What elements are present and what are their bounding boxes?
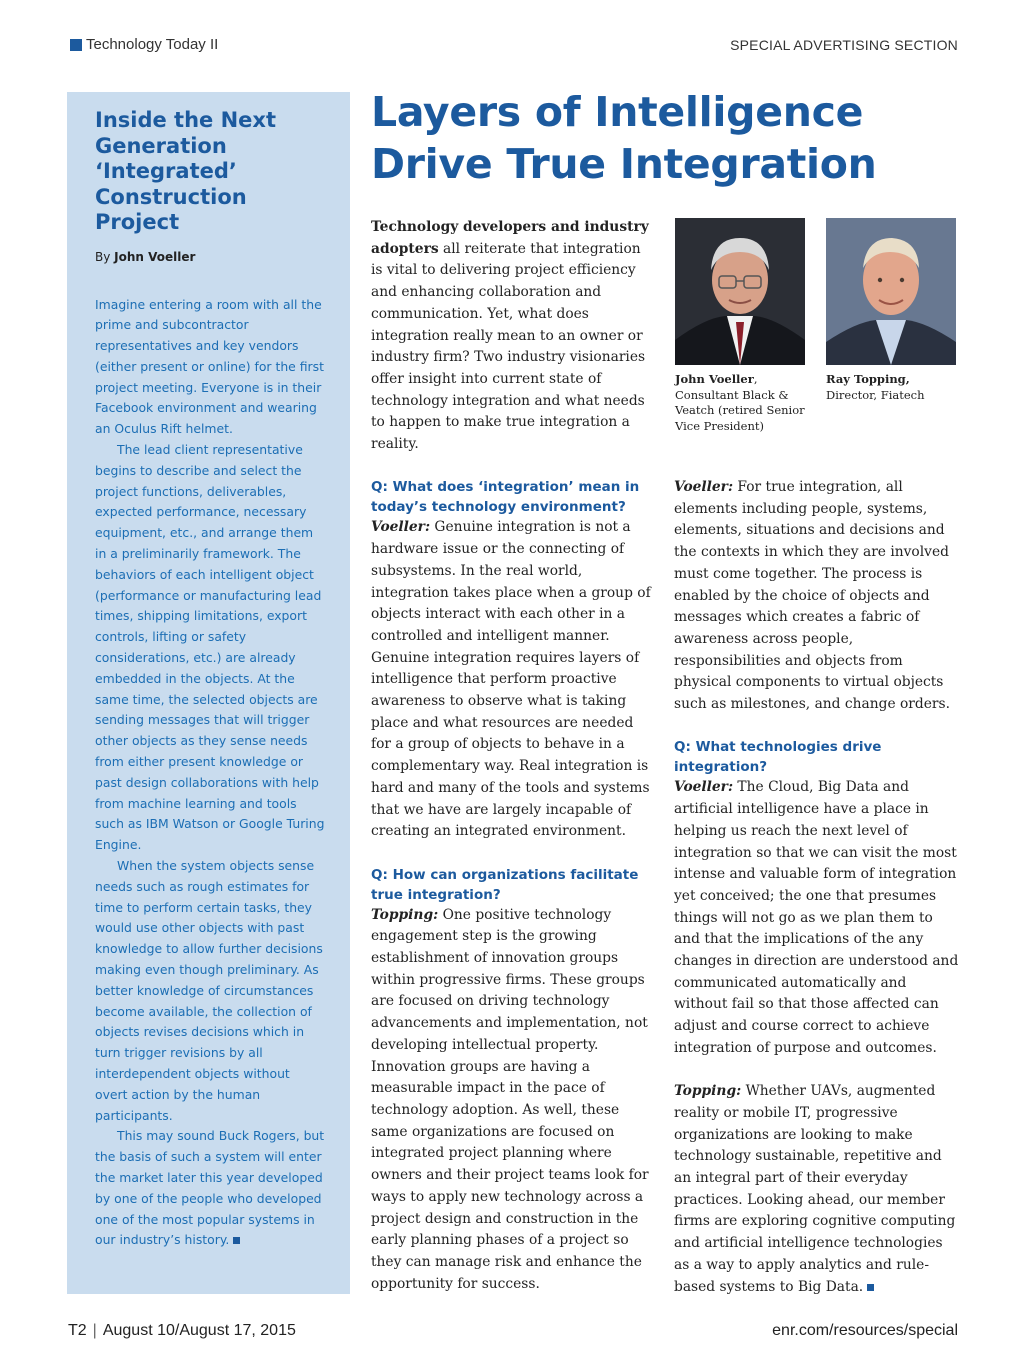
sidebar-title: Inside the Next Generation ‘Integrated’ Construction Project <box>95 108 276 234</box>
speaker-label: Topping: <box>674 1083 742 1100</box>
voeller-caption: John Voeller, Consultant Black & Veatch (retired Senior Vice President) <box>675 372 805 433</box>
voeller-portrait <box>675 218 805 365</box>
speaker-label: Topping: <box>371 906 439 923</box>
footer-separator: | <box>92 1322 97 1339</box>
speaker-label: Voeller: <box>674 479 734 495</box>
answer-text: One positive technology engagement step is the growing establishment of innovation groups within progressive firms. These groups are focused on driving technology advancements and implementation, not developing intellectual property. Innovation groups are having a measurable impact in the pace of technology adoption. As well, these same organizations are focused on integrated project planning where owners and their project teams look for ways to apply new technology across a project design and construction in the early planning phases of a project so they can manage risk and enhance the opportunity for success. <box>371 906 649 1292</box>
topping-portrait <box>826 218 956 365</box>
answer-2 <box>371 905 656 1296</box>
issue-date: August 10/August 17, 2015 <box>102 1322 296 1339</box>
question-2: Q: How can organizations facilitate true integration? <box>371 866 639 903</box>
caption-name: Ray Topping <box>826 372 906 386</box>
answer-text: Genuine integration is not a hardware issue or the connecting of subsystems. In the real world, integration takes place when a group of objects interact with each other in a controlled and intelligent manner. Genuine integration requires layers of intelligence that perform proactive awareness to observe what is taking place and what resources are needed for a group of objects to behave in a complementary way. Real integration is hard and many of the tools and systems that we have are largely incapable of creating an integrated environment. <box>371 519 651 840</box>
topping-caption: Ray Topping, Director, Fiatech <box>826 372 925 402</box>
question-3: Q: What technologies drive integration? <box>674 739 882 776</box>
answer-text: Whether UAVs, augmented reality or mobile IT, progressive organizations are looking to make technology sustainable, repetitive and an integral part of their everyday practices. Looking ahead, our member firms are exploring cognitive computing and artificial intelligence technologies as a way to apply analytics and rule-based systems to Big Data. <box>674 1083 956 1295</box>
advertising-label: SPECIAL ADVERTISING SECTION <box>730 37 958 53</box>
article-title: Layers of Intelligence Drive True Integration <box>371 88 877 188</box>
answer-2b <box>674 477 960 716</box>
section-header <box>70 36 218 53</box>
page-number: T2 <box>68 1322 87 1339</box>
answer-text: For true integration, all elements including people, systems, elements, situations and decisions and the contexts in which they are involved must come together. The process is enabled by the choice of objects and messages which creates a fabric of awareness across people, responsibilities and objects from physical components to virtual objects such as milestones, and change orders. <box>674 479 950 713</box>
voeller-portrait-image <box>675 218 805 365</box>
sidebar-paragraph: Imagine entering a room with all the prime and subcontractor representatives and key vendors (either present or online) for the first project meeting. Everyone is in their Facebook environment and wearing an Oculus Rift helmet. <box>95 296 324 437</box>
question-1: Q: What does ‘integration’ mean in today’s technology environment? <box>371 479 640 516</box>
intro-paragraph <box>371 217 656 456</box>
sidebar-byline <box>95 250 326 264</box>
end-mark-icon <box>867 1284 874 1291</box>
article-column-right <box>674 477 960 1298</box>
sidebar-paragraph: The lead client representative begins to describe and select the project functions, deliverables, expected performance, necessary equipment, etc., and arrange them in a preliminarily framework. The behaviors of each intelligent object (performance or manufacturing lead times, shipping limitations, export controls, lifting or safety considerations, etc.) are already embedded in the objects. At the same time, the selected objects are sending messages that will trigger other objects as they sense needs from either present knowledge or past design collaborations with help from machine learning and tools such as IBM Watson or Google Turing Engine. <box>95 442 325 853</box>
page-footer-left <box>68 1322 296 1340</box>
section-marker-icon <box>70 39 82 51</box>
sidebar-box <box>67 92 350 1294</box>
answer-text: The Cloud, Big Data and artificial intelligence have a place in helping us reach the next level of integration so that we can visit the most intense and valuable form of integration yet conceived; the one that presumes things will not go as we plan them to and that the implications of the any changes in direction are understood and communicated automatically and without fail so that those affected can adjust and course correct to achieve integration of purpose and outcomes. <box>674 779 959 1056</box>
sidebar-paragraph: When the system objects sense needs such as rough estimates for time to perform certain tasks, they would use other objects with past knowledge to allow further decisions making even though preliminary. As better knowledge of circumstances become available, the collection of objects revises decisions which in turn trigger revisions by all interdependent objects without overt action by the human participants. <box>95 858 323 1123</box>
sidebar-body <box>95 295 326 1252</box>
topping-portrait-image <box>826 218 956 365</box>
section-name: Technology Today II <box>86 36 219 53</box>
intro-lead: Technology developers and industry adopters <box>371 219 649 257</box>
byline-prefix: By <box>95 249 111 264</box>
byline-author: John Voeller <box>114 249 196 264</box>
speaker-label: Voeller: <box>674 779 734 796</box>
answer-3b <box>674 1081 960 1298</box>
sidebar-paragraph-text: This may sound Buck Rogers, but the basis of such a system will enter the market later this year developed by one of the people who developed one of the most popular systems in our industry’s history. <box>95 1128 325 1248</box>
article-column-middle <box>371 217 656 1295</box>
caption-role: Director, Fiatech <box>826 387 925 402</box>
sidebar-paragraph-last <box>95 1126 326 1251</box>
caption-role: Consultant Black & Veatch (retired Senior Vice President) <box>675 387 805 433</box>
caption-name: John Voeller <box>675 372 754 386</box>
footer-url[interactable]: enr.com/resources/special <box>772 1322 958 1339</box>
answer-3 <box>674 777 960 1059</box>
speaker-label: Voeller: <box>371 519 431 536</box>
intro-text: all reiterate that integration is vital to delivering project efficiency and enhancing collaboration and communication. Yet, what does integration really mean to an owner or industry firm? Two industry visionaries offer insight into current state of technology integration and what needs to happen to make true integration a reality. <box>371 240 646 453</box>
answer-1 <box>371 517 656 843</box>
end-mark-icon <box>233 1237 240 1244</box>
